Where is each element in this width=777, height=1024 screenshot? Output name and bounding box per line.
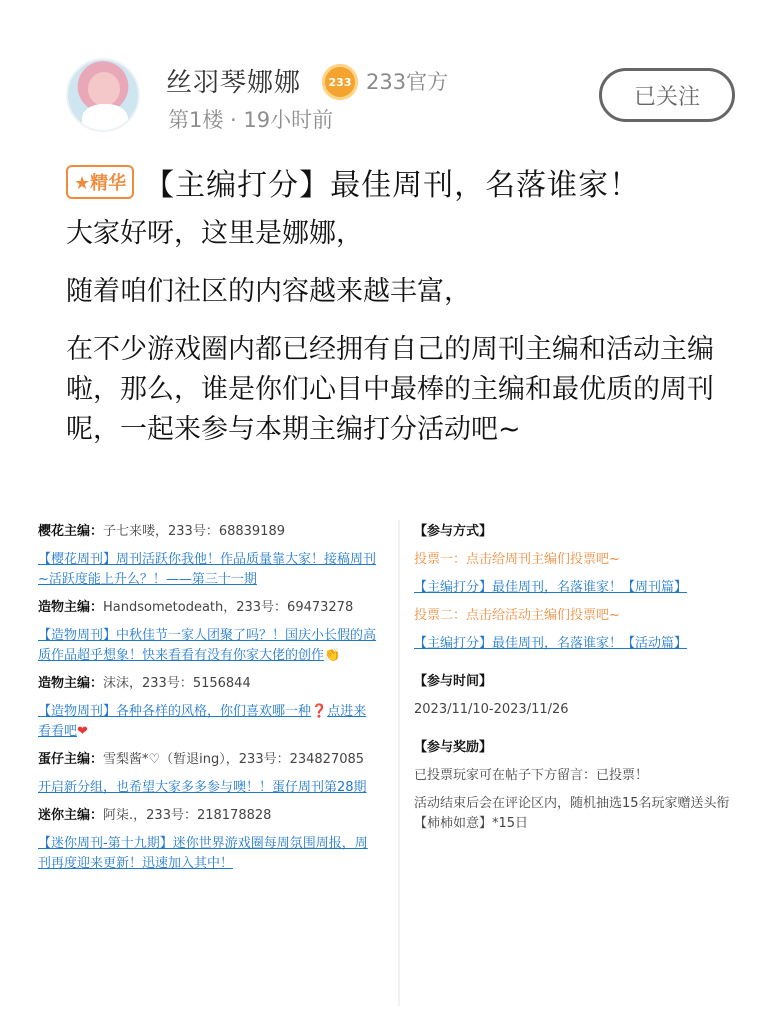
weekly-link-2-wrap — [38, 626, 378, 666]
username[interactable]: 丝羽琴娜娜 — [166, 68, 302, 98]
weekly-link-5[interactable]: 【迷你周刊-第十九期】迷你世界游戏圈每周氛围周报，周刊再度迎来更新！迅速加入其中！ — [38, 836, 368, 871]
editor-row-5 — [38, 806, 378, 826]
question-icon: ❓ — [311, 704, 328, 719]
editor-text: 子七来喽，233号：68839189 — [103, 524, 285, 539]
vote-two-link[interactable]: 【主编打分】最佳周刊，名落谁家！【活动篇】 — [414, 636, 688, 651]
post-title: 【主编打分】最佳周刊，名落谁家！ — [144, 168, 641, 203]
editor-text: Handsometodeath，233号：69473278 — [103, 600, 354, 615]
editor-label: 造物主编： — [38, 676, 104, 691]
paragraph-3: 在不少游戏圈内都已经拥有自己的周刊主编和活动主编啦，那么，谁是你们心目中最棒的主编和最优质的周刊呢，一起来参与本期主编打分活动吧~ — [66, 334, 714, 445]
editor-row-3 — [38, 674, 378, 694]
weekly-link-3-more[interactable]: 点进来看看吧 — [38, 704, 367, 739]
paragraph-2: 随着咱们社区的内容越来越丰富， — [66, 276, 471, 307]
editor-label: 樱花主编： — [38, 524, 104, 539]
featured-badge: ★精华 — [66, 165, 134, 199]
section-reward-title: 【参与奖励】 — [414, 740, 493, 755]
vote-two-text: 投票二：点击给活动主编们投票吧~ — [414, 608, 620, 623]
editor-label: 造物主编： — [38, 600, 104, 615]
reward-line-2: 活动结束后会在评论区内，随机抽选15名玩家赠送头衔【柿柿如意】*15日 — [414, 796, 730, 831]
left-column — [38, 522, 378, 1004]
weekly-link-3[interactable]: 【造物周刊】各种各样的风格，你们喜欢哪一种 — [38, 704, 312, 719]
official-badge-icon: 233 — [322, 64, 358, 100]
post-meta: 第1楼 · 19小时前 — [168, 108, 334, 132]
column-divider — [398, 520, 400, 1006]
editor-text: 沫沫，233号：5156844 — [103, 676, 251, 691]
paragraph-1: 大家好呀，这里是娜娜， — [66, 218, 363, 249]
editor-row-2 — [38, 598, 378, 618]
editor-row-4 — [38, 750, 378, 770]
weekly-link-3-wrap — [38, 702, 378, 742]
follow-button[interactable]: 已关注 — [599, 68, 735, 122]
editor-label: 迷你主编： — [38, 808, 104, 823]
editor-label: 蛋仔主编： — [38, 752, 104, 767]
post-body — [66, 214, 736, 468]
right-column — [414, 522, 744, 1004]
weekly-link-1[interactable]: 【樱花周刊】周刊活跃你我他！作品质量靠大家！接稿周刊~活跃度能上升么？！——第三十一期 — [38, 552, 377, 587]
post-card — [34, 24, 754, 504]
section-time-title: 【参与时间】 — [414, 674, 493, 689]
weekly-link-4[interactable]: 开启新分组，也希望大家多多参与噢！！蛋仔周刊第28期 — [38, 780, 367, 795]
participation-time: 2023/11/10-2023/11/26 — [414, 702, 569, 717]
editor-row-1 — [38, 522, 378, 542]
official-text: 233官方 — [366, 70, 449, 94]
spacer — [414, 662, 744, 672]
heart-icon: ❤ — [77, 724, 88, 739]
vote-one-text: 投票一：点击给周刊主编们投票吧~ — [414, 552, 620, 567]
vote-one-link[interactable]: 【主编打分】最佳周刊，名落谁家！【周刊篇】 — [414, 580, 688, 595]
clap-icon: 👏 — [324, 648, 341, 663]
reward-line-1: 已投票玩家可在帖子下方留言：已投票！ — [414, 768, 649, 783]
section-participation-title: 【参与方式】 — [414, 524, 493, 539]
featured-row — [66, 160, 640, 204]
spacer — [414, 728, 744, 738]
avatar[interactable] — [66, 58, 140, 132]
editor-text: 阿柒.，233号：218178828 — [103, 808, 272, 823]
weekly-link-2[interactable]: 【造物周刊】中秋佳节一家人团聚了吗？！国庆小长假的高质作品超乎想象！快来看看有没有你家大佬的创作 — [38, 628, 377, 663]
editor-text: 雪梨酱*♡（暂退ing），233号：234827085 — [103, 752, 365, 767]
